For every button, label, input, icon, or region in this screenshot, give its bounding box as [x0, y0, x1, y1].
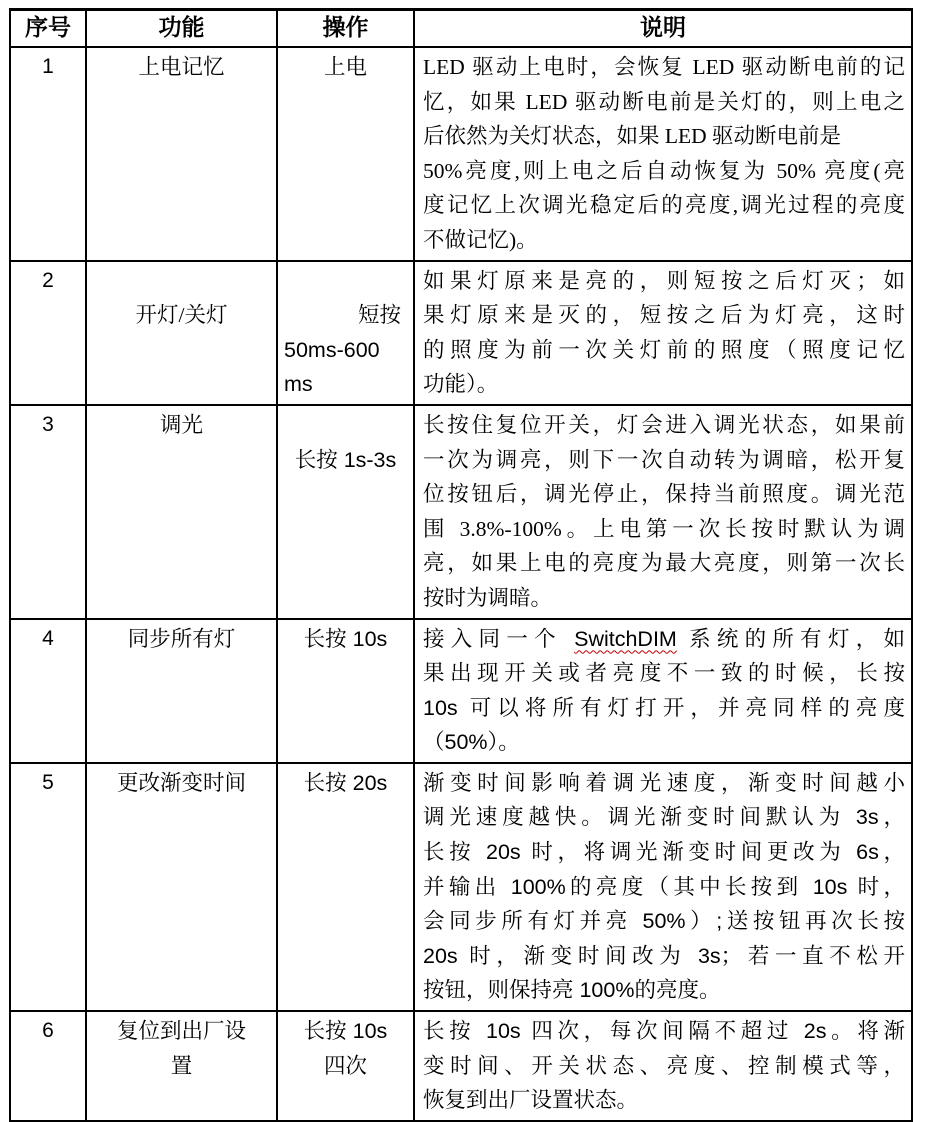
text-segment: 复位到出厂设	[116, 1019, 246, 1044]
table-row	[10, 763, 912, 1011]
header-row	[10, 10, 912, 48]
text-line	[284, 408, 407, 443]
description-cell	[414, 763, 912, 1011]
operation-cell	[277, 619, 414, 763]
text-line	[423, 581, 905, 616]
description-cell	[414, 261, 912, 405]
text-line	[423, 835, 905, 870]
text-line	[284, 1049, 407, 1084]
text-line	[423, 333, 905, 368]
text-line	[15, 50, 81, 85]
text-segment: 度记忆上次调光稳定后的亮度,调光过程的亮度	[423, 193, 905, 218]
text-line	[423, 119, 905, 154]
text-line	[284, 1014, 407, 1049]
text-line	[423, 477, 905, 512]
text-line	[423, 1014, 905, 1049]
text-line	[423, 85, 905, 120]
text-line	[423, 50, 905, 85]
serial-cell	[10, 763, 86, 1011]
operation-cell	[277, 47, 414, 261]
table-row	[10, 1011, 912, 1121]
text-line	[284, 333, 407, 368]
text-line	[423, 800, 905, 835]
text-segment: 上电记忆	[138, 55, 225, 79]
serial-cell	[10, 47, 86, 261]
text-segment: 开灯/关灯	[135, 303, 228, 328]
text-segment: 5	[42, 770, 54, 794]
text-line	[93, 264, 270, 299]
text-segment: 果出现开关或者亮度不一致的时候，长按	[423, 661, 905, 686]
text-line	[15, 264, 81, 299]
text-line	[423, 725, 905, 760]
text-line	[423, 1083, 905, 1118]
text-segment: 功能）。	[423, 372, 499, 397]
text-segment: 会同步所有灯并亮 50%）;送按钮再次长按	[423, 909, 905, 934]
text-segment: 按时为调暗。	[423, 585, 553, 610]
text-line	[423, 408, 905, 443]
text-line	[15, 766, 81, 801]
text-line	[93, 622, 270, 657]
text-segment: 1	[42, 55, 54, 78]
operation-cell	[277, 405, 414, 619]
text-segment: 3	[42, 412, 54, 436]
function-cell	[86, 47, 277, 261]
text-line	[93, 766, 270, 801]
text-segment: 短按	[357, 303, 401, 328]
serial-cell	[10, 1011, 86, 1121]
function-cell	[86, 763, 277, 1011]
misspelled-word: SwitchDIM	[574, 626, 677, 651]
text-segment: 长按 10s	[303, 1019, 388, 1044]
text-line	[93, 1049, 270, 1084]
text-line	[93, 408, 270, 443]
text-line	[423, 223, 905, 258]
text-segment: 忆，如果 LED 驱动断电前是关灯的，则上电之	[423, 89, 905, 114]
text-line	[284, 622, 407, 657]
text-segment: 亮，如果上电的亮度为最大亮度，则第一次长	[423, 551, 905, 576]
table-header	[10, 10, 912, 48]
table-row	[10, 405, 912, 619]
text-segment: 一次为调亮，则下一次自动转为调暗，松开复	[423, 447, 905, 472]
text-segment: （50%）。	[423, 730, 520, 755]
table-row	[10, 261, 912, 405]
text-segment: 变时间、开关状态、亮度、控制模式等，	[423, 1053, 905, 1078]
table-body	[10, 47, 912, 1121]
text-line	[423, 904, 905, 939]
text-line	[15, 408, 81, 443]
text-segment: 2	[42, 268, 54, 292]
text-segment: 的照度为前一次关灯前的照度（照度记忆	[423, 337, 905, 362]
function-table	[9, 8, 913, 1122]
function-cell	[86, 1011, 277, 1121]
operation-cell	[277, 261, 414, 405]
text-line	[423, 656, 905, 691]
text-line	[284, 50, 407, 85]
text-line	[423, 188, 905, 223]
description-cell	[414, 619, 912, 763]
text-line	[93, 298, 270, 333]
column-header-serial: 序号	[10, 10, 86, 48]
description-cell	[414, 47, 912, 261]
operation-cell	[277, 1011, 414, 1121]
text-segment: 位按钮后，调光停止，保持当前照度。调光范	[423, 482, 905, 507]
text-segment: 果灯原来是灭的，短按之后为灯亮，这时	[423, 303, 905, 328]
text-segment: 置	[170, 1053, 193, 1078]
text-line	[284, 766, 407, 801]
text-line	[423, 1049, 905, 1084]
text-segment: 长按 20s	[303, 770, 388, 795]
function-cell	[86, 619, 277, 763]
table-row	[10, 47, 912, 261]
text-segment: 长按住复位开关，灯会进入调光状态，如果前	[423, 412, 905, 437]
text-line	[284, 298, 407, 333]
text-line	[423, 870, 905, 905]
operation-cell	[277, 763, 414, 1011]
text-line	[423, 939, 905, 974]
function-cell	[86, 405, 277, 619]
text-line	[423, 298, 905, 333]
text-line	[423, 766, 905, 801]
text-segment: 按钮，则保持亮 100%的亮度。	[423, 978, 721, 1003]
column-header-function: 功能	[86, 10, 277, 48]
text-segment: 四次	[323, 1053, 367, 1078]
text-line	[93, 50, 270, 85]
text-line	[15, 1014, 81, 1049]
serial-cell	[10, 261, 86, 405]
text-segment: 6	[42, 1019, 54, 1043]
text-line	[423, 512, 905, 547]
text-segment: 并输出 100%的亮度（其中长按到 10s 时，	[423, 874, 905, 899]
text-segment: 调光速度越快。调光渐变时间默认为 3s，	[423, 805, 905, 830]
text-line	[284, 264, 407, 299]
description-cell	[414, 1011, 912, 1121]
text-segment: 长按 10s	[303, 626, 388, 651]
text-segment: 长按 1s-3s	[294, 447, 397, 472]
text-segment: 不做记忆)。	[423, 227, 538, 252]
text-segment: 后依然为关灯状态，如果 LED 驱动断电前是	[423, 124, 842, 149]
text-segment: 渐变时间影响着调光速度，渐变时间越小	[423, 770, 905, 795]
text-segment: 50ms-600	[284, 337, 380, 362]
text-segment: 系统的所有灯，如	[676, 626, 905, 651]
column-header-description: 说明	[414, 10, 912, 48]
text-line	[423, 546, 905, 581]
table-sheet	[9, 8, 913, 1122]
text-segment: 上电	[323, 55, 367, 79]
text-line	[423, 367, 905, 402]
function-cell	[86, 261, 277, 405]
text-segment: 更改渐变时间	[116, 770, 246, 795]
text-segment: 如果灯原来是亮的，则短按之后灯灭；如	[423, 268, 905, 293]
text-segment: 围 3.8%-100%。上电第一次长按时默认为调	[423, 516, 905, 541]
text-segment: 长按 20s 时，将调光渐变时间更改为 6s，	[423, 840, 905, 865]
description-cell	[414, 405, 912, 619]
table-row	[10, 619, 912, 763]
text-segment: 同步所有灯	[127, 626, 236, 651]
text-line	[284, 443, 407, 478]
text-line	[423, 264, 905, 299]
text-line	[423, 691, 905, 726]
text-segment: 调光	[159, 412, 203, 437]
text-segment: 长按 10s 四次，每次间隔不超过 2s。将渐	[423, 1019, 905, 1044]
column-header-operation: 操作	[277, 10, 414, 48]
serial-cell	[10, 619, 86, 763]
text-segment: 50%亮度,则上电之后自动恢复为 50% 亮度(亮	[423, 158, 905, 183]
text-line	[284, 367, 407, 402]
text-line	[423, 443, 905, 478]
text-segment: LED 驱动上电时，会恢复 LED 驱动断电前的记	[423, 55, 905, 79]
text-segment: 20s 时，渐变时间改为 3s；若一直不松开	[423, 943, 905, 968]
text-segment: 恢复到出厂设置状态。	[423, 1088, 639, 1113]
text-line	[423, 973, 905, 1008]
text-line	[15, 622, 81, 657]
text-segment: 4	[42, 626, 54, 650]
text-segment: 接入同一个	[423, 626, 575, 651]
text-line	[93, 1014, 270, 1049]
serial-cell	[10, 405, 86, 619]
text-segment: 10s 可以将所有灯打开，并亮同样的亮度	[423, 695, 905, 720]
text-segment: ms	[284, 372, 313, 397]
text-line	[423, 154, 905, 189]
text-line	[423, 622, 905, 657]
